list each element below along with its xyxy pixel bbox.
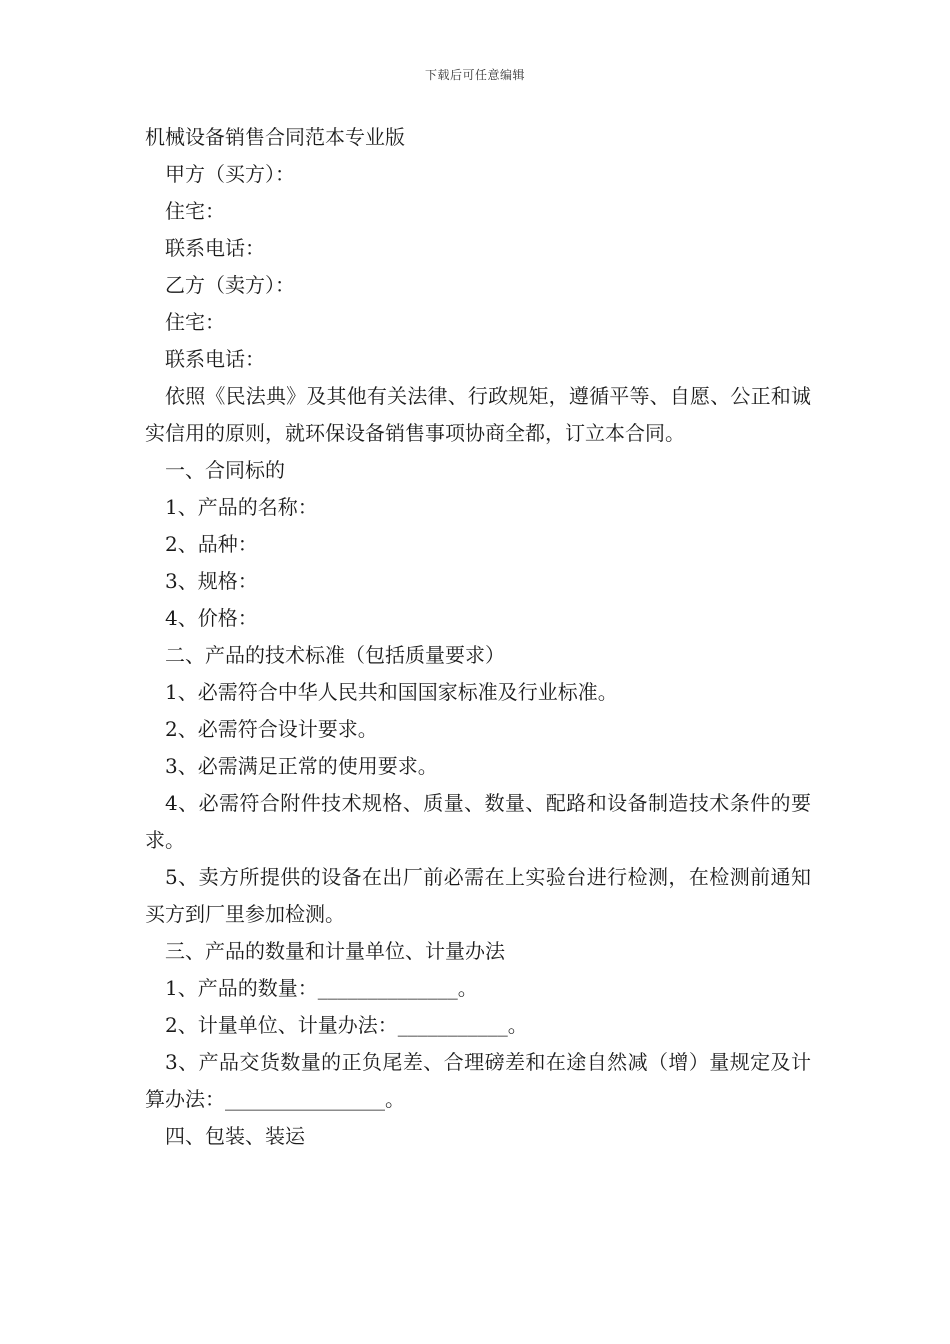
section-heading-1: 一、合同标的: [165, 458, 285, 482]
preamble-paragraph: 依照《民法典》及其他有关法律、行政规矩，遵循平等、自愿、公正和诚实信用的原则，就环保设备销售事项协商全都，订立本合同。: [145, 384, 811, 445]
party-a-label: 甲方（买方）：: [165, 162, 295, 186]
section-heading-3: 三、产品的数量和计量单位、计量办法: [165, 939, 505, 963]
document-body: [145, 119, 811, 1155]
clause-item: 2、品种：: [165, 532, 258, 556]
party-b-phone: 联系电话：: [165, 347, 265, 371]
party-b-address: 住宅：: [165, 310, 225, 334]
clause-item: 4、价格：: [165, 606, 258, 630]
clause-item: 2、必需符合设计要求。: [165, 717, 378, 741]
clause-item: 3、产品交货数量的正负尾差、合理磅差和在途自然减（增）量规定及计算办法：________________。: [145, 1050, 811, 1111]
party-a-phone: 联系电话：: [165, 236, 265, 260]
document-title: 机械设备销售合同范本专业版: [145, 125, 405, 149]
clause-item: 1、必需符合中华人民共和国国家标准及行业标准。: [165, 680, 618, 704]
clause-item: 5、卖方所提供的设备在出厂前必需在上实验台进行检测，在检测前通知买方到厂里参加检测。: [145, 865, 811, 926]
clause-item: 1、产品的数量：______________。: [165, 976, 478, 1000]
clause-item: 3、必需满足正常的使用要求。: [165, 754, 438, 778]
clause-item: 4、必需符合附件技术规格、质量、数量、配路和设备制造技术条件的要求。: [145, 791, 811, 852]
section-heading-2: 二、产品的技术标准（包括质量要求）: [165, 643, 505, 667]
page-header: 下载后可任意编辑: [424, 68, 525, 82]
party-b-label: 乙方（卖方）：: [165, 273, 295, 297]
party-a-address: 住宅：: [165, 199, 225, 223]
section-heading-4: 四、包装、装运: [165, 1124, 305, 1148]
clause-item: 3、规格：: [165, 569, 258, 593]
clause-item: 1、产品的名称：: [165, 495, 318, 519]
clause-item: 2、计量单位、计量办法：___________。: [165, 1013, 528, 1037]
